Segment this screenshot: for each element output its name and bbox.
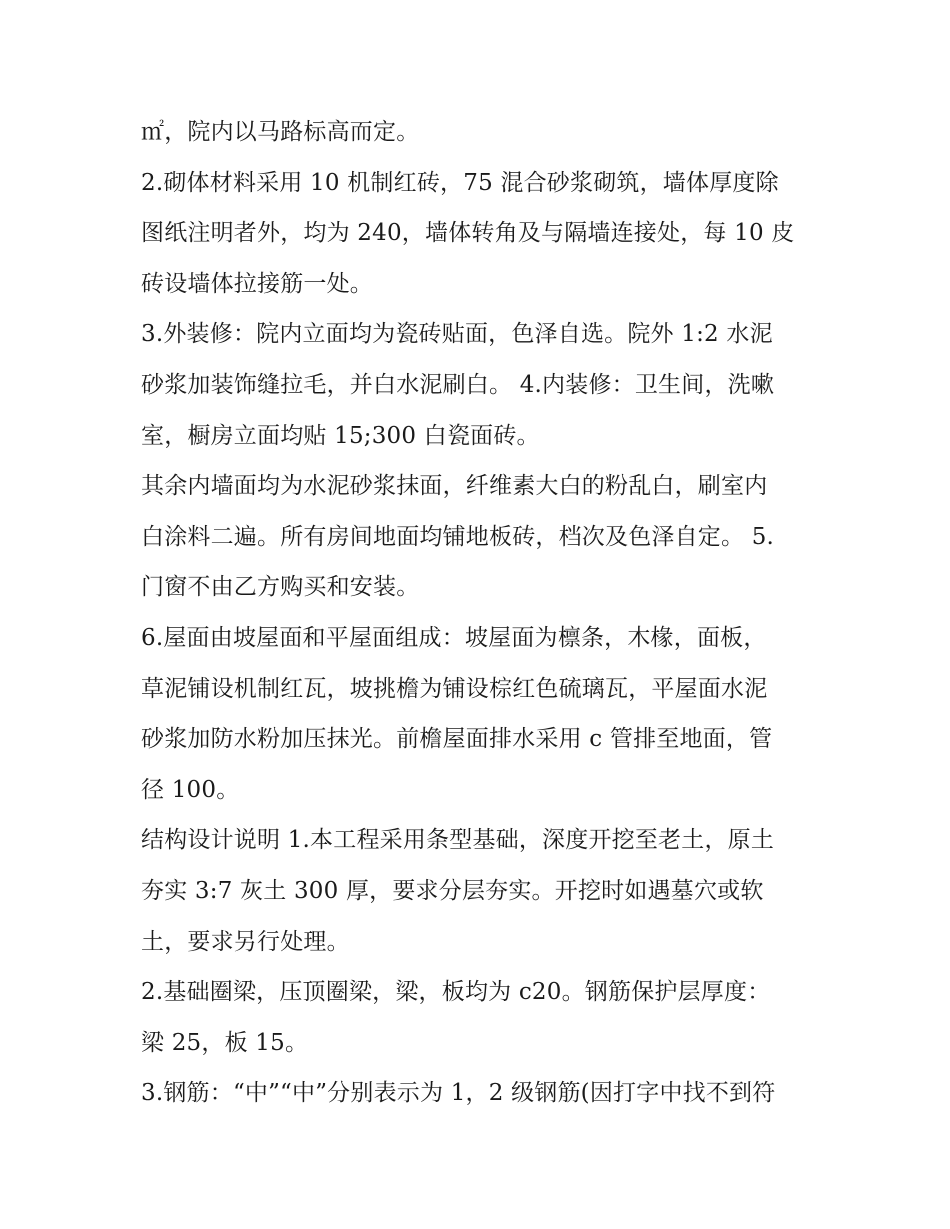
text-line: 土，要求另行处理。: [141, 928, 350, 955]
text-line: 6.屋面由坡屋面和平屋面组成：坡屋面为檩条，木椽，面板，: [141, 624, 767, 651]
text-line: 草泥铺设机制红瓦，坡挑檐为铺设棕红色硫璃瓦，平屋面水泥: [141, 675, 768, 702]
text-line: 2.基础圈梁，压顶圈梁，梁，板均为 c20。钢筋保护层厚度：: [141, 979, 771, 1006]
text-line: 图纸注明者外，均为 240，墙体转角及与隔墙连接处，每 10 皮: [141, 220, 795, 247]
text-line: 径 100。: [141, 776, 240, 803]
text-line: 白涂料二遍。所有房间地面均铺地板砖，档次及色泽自定。 5.: [141, 523, 775, 550]
text-line: 门窗不由乙方购买和安装。: [141, 574, 420, 601]
text-line: 3.钢筋：“中”“中”分别表示为 1，2 级钢筋(因打字中找不到符: [141, 1080, 776, 1107]
text-line: 其余内墙面均为水泥砂浆抹面，纤维素大白的粉乱白，刷室内: [141, 473, 768, 500]
text-line: 砂浆加装饰缝拉毛，并白水泥刷白。 4.内装修：卫生间，洗嗽: [141, 371, 775, 398]
text-line: 室，橱房立面均贴 15;300 白瓷面砖。: [141, 422, 540, 449]
document-body: [141, 107, 813, 1119]
text-line: 2.砌体材料采用 10 机制红砖，75 混合砂浆砌筑，墙体厚度除: [141, 169, 779, 196]
text-line: 夯实 3:7 灰土 300 厚，要求分层夯实。开挖时如遇墓穴或软: [141, 877, 764, 904]
text-line: ㎡，院内以马路标高而定。: [141, 119, 420, 145]
text-line: 砂浆加防水粉加压抹光。前檐屋面排水采用 c 管排至地面，管: [141, 726, 773, 753]
text-line: 砖设墙体拉接筋一处。: [141, 270, 373, 297]
text-line: 梁 25，板 15。: [141, 1029, 309, 1056]
text-line: 结构设计说明 1.本工程采用条型基础，深度开挖至老土，原土: [141, 827, 775, 854]
text-line: 3.外装修：院内立面均为瓷砖贴面，色泽自选。院外 1:2 水泥: [141, 321, 773, 348]
